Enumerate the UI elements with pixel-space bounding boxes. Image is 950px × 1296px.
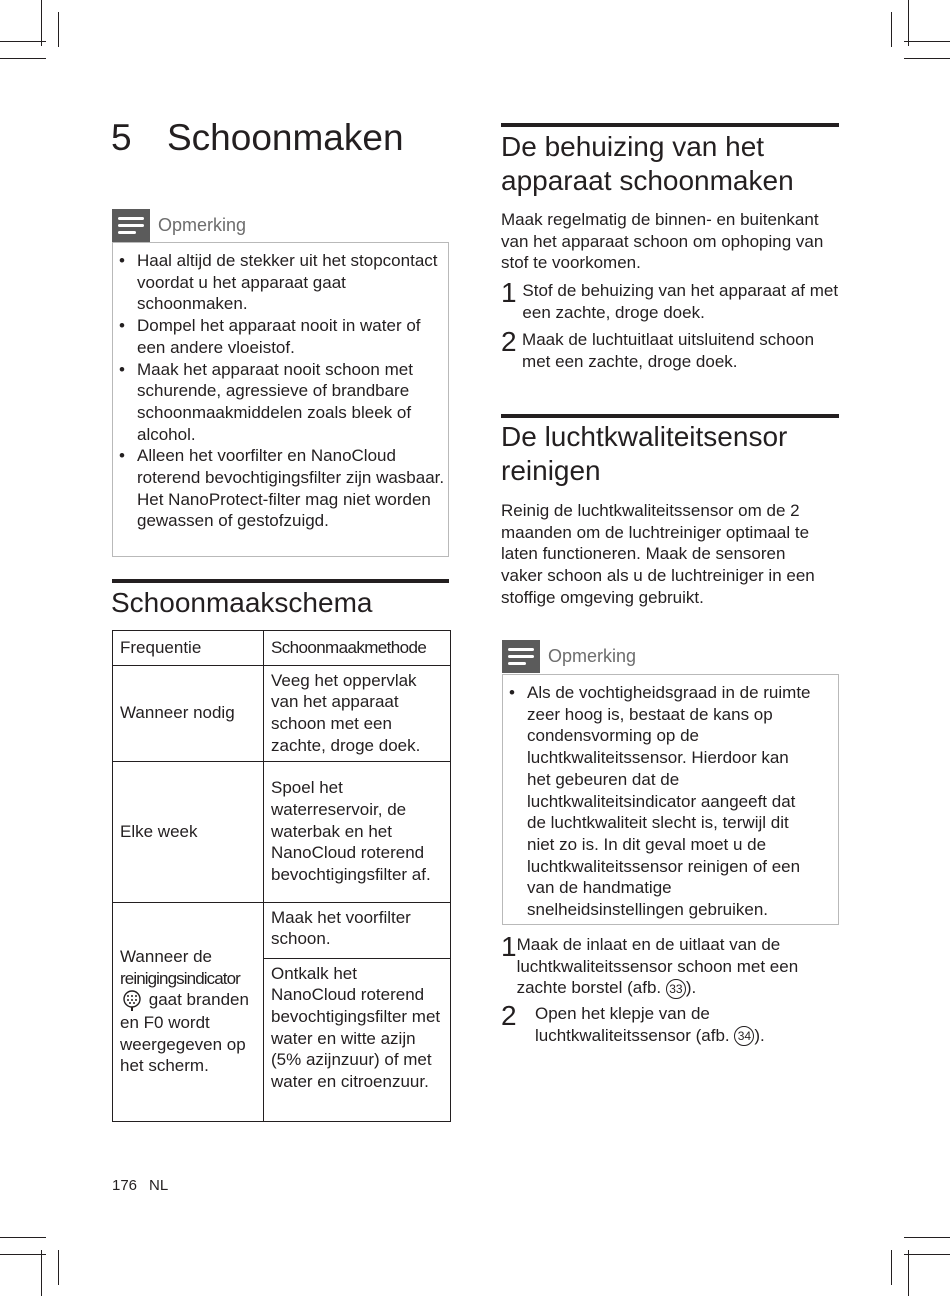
note-icon: [112, 209, 150, 242]
crop-mark: [58, 1250, 59, 1285]
cell-frequency: Wanneer nodig: [113, 665, 264, 761]
figure-ref: 34: [734, 1026, 754, 1046]
schedule-table: [112, 630, 451, 1122]
crop-mark: [0, 41, 46, 42]
note-box: [112, 242, 449, 557]
section-rule: [501, 414, 839, 418]
cell-method: Spoel het waterreservoir, de waterbak en het NanoCloud roterend bevochtigingsfilter af.: [264, 761, 451, 902]
note-item: • Alleen het voorfilter en NanoCloud roterend bevochtigingsfilter zijn wasbaar. Het NanoProtect-filter mag niet worden gewassen of gestofzuigd.: [113, 445, 448, 532]
cell-frequency: Elke week: [113, 761, 264, 902]
note-list: [503, 682, 813, 921]
step-text: Open het klepje van de luchtkwaliteitssensor (afb.: [535, 1004, 730, 1045]
step-number: 2: [501, 1000, 517, 1031]
crop-mark: [0, 1237, 46, 1238]
note-item: • Dompel het apparaat nooit in water of een andere vloeistof.: [113, 315, 448, 358]
table-row: [113, 761, 451, 902]
schedule-title: Schoonmaakschema: [111, 587, 373, 618]
crop-mark: [891, 1250, 892, 1285]
crop-mark: [58, 12, 59, 47]
step-number: 1: [501, 277, 517, 308]
section-heading: [111, 118, 404, 158]
crop-mark: [908, 1250, 909, 1296]
section-title: Schoonmaken: [167, 117, 404, 158]
step-text-wrap: [517, 934, 839, 999]
freq-text-b: reinigingsindicator: [120, 968, 240, 988]
crop-mark: [0, 58, 46, 59]
crop-mark: [891, 12, 892, 47]
note-icon: [502, 640, 540, 673]
crop-mark: [41, 1250, 42, 1296]
note-header: [112, 209, 246, 242]
note-item: • Maak het apparaat nooit schoon met schurende, agressieve of brandbare schoonmaakmiddelen zoals bleek of alcohol.: [113, 359, 448, 446]
cell-method: Ontkalk het NanoCloud roterend bevochtigingsfilter met water en witte azijn (5% azijnzuur) of met water en citroenzuur.: [264, 958, 451, 1121]
housing-step: [501, 277, 839, 323]
freq-text-c: gaat branden en F0 wordt weergegeven op het scherm.: [120, 990, 249, 1076]
language-code: NL: [149, 1177, 169, 1194]
sensor-step: [501, 931, 839, 999]
crop-mark: [0, 1254, 46, 1255]
sensor-step: [501, 1000, 839, 1046]
crop-mark: [904, 1237, 950, 1238]
note-item: • Haal altijd de stekker uit het stopcontact voordat u het apparaat gaat schoonmaken.: [113, 250, 448, 315]
housing-intro: Maak regelmatig de binnen- en buitenkant van het apparaat schoon om ophoping van stof te voorkomen.: [501, 210, 824, 273]
crop-mark: [908, 0, 909, 46]
page-footer: [112, 1177, 168, 1194]
cell-method: Maak het voorfilter schoon.: [264, 902, 451, 958]
step-number: 1: [501, 931, 517, 962]
table-row: [113, 665, 451, 761]
section-rule: [501, 123, 839, 127]
housing-title: De behuizing van het apparaat schoonmaken: [501, 131, 794, 196]
step-text: Stof de behuizing van het apparaat af met een zachte, droge doek.: [522, 281, 839, 322]
step-text-wrap: [535, 1003, 785, 1046]
housing-step: [501, 326, 839, 372]
cell-frequency: [113, 902, 264, 1121]
crop-mark: [904, 41, 950, 42]
step-end: ).: [754, 1025, 765, 1045]
note-label: Opmerking: [548, 646, 637, 666]
section-number: 5: [111, 117, 132, 158]
note-label: Opmerking: [158, 215, 247, 235]
table-row: [113, 902, 451, 958]
step-text: Maak de inlaat en de uitlaat van de luchtkwaliteitssensor schoon met een zachte borstel (afb.: [516, 935, 799, 998]
header-method: Schoonmaakmethode: [264, 631, 451, 666]
step-end: ).: [685, 978, 697, 998]
header-frequency: Frequentie: [113, 631, 264, 666]
sensor-title: De luchtkwaliteitsensor reinigen: [501, 421, 788, 486]
step-number: 2: [501, 326, 517, 357]
table-header-row: [113, 631, 451, 666]
note-header: [502, 640, 636, 673]
cell-method: Veeg het oppervlak van het apparaat schoon met een zachte, droge doek.: [264, 665, 451, 761]
crop-mark: [904, 58, 950, 59]
note-box: [502, 674, 839, 925]
cleaning-indicator-icon: [120, 990, 144, 1012]
freq-text-a: Wanneer de: [120, 947, 212, 966]
note-item: • Als de vochtigheidsgraad in de ruimte zeer hoog is, bestaat de kans op condensvorming op de luchtkwaliteitssensor. Hierdoor kan het gebeuren dat de luchtkwaliteitsindicator aangeeft dat de luchtkwaliteit slecht is, terwijl dit niet zo is. In dit geval moet u de luchtkwaliteitssensor reinigen of een van de handmatige snelheidsinstellingen gebruiken.: [503, 682, 813, 921]
section-rule: [112, 579, 449, 583]
note-list: [113, 250, 448, 532]
crop-mark: [41, 0, 42, 46]
step-text: Maak de luchtuitlaat uitsluitend schoon met een zachte, droge doek.: [522, 330, 815, 371]
crop-mark: [904, 1254, 950, 1255]
page-number: 176: [112, 1177, 138, 1194]
sensor-intro: Reinig de luchtkwaliteitssensor om de 2 maanden om de luchtreiniger optimaal te laten functioneren. Maak de sensoren vaker schoon als u de luchtreiniger in een stoffige omgeving gebruikt.: [501, 501, 815, 607]
figure-ref: 33: [666, 979, 686, 999]
